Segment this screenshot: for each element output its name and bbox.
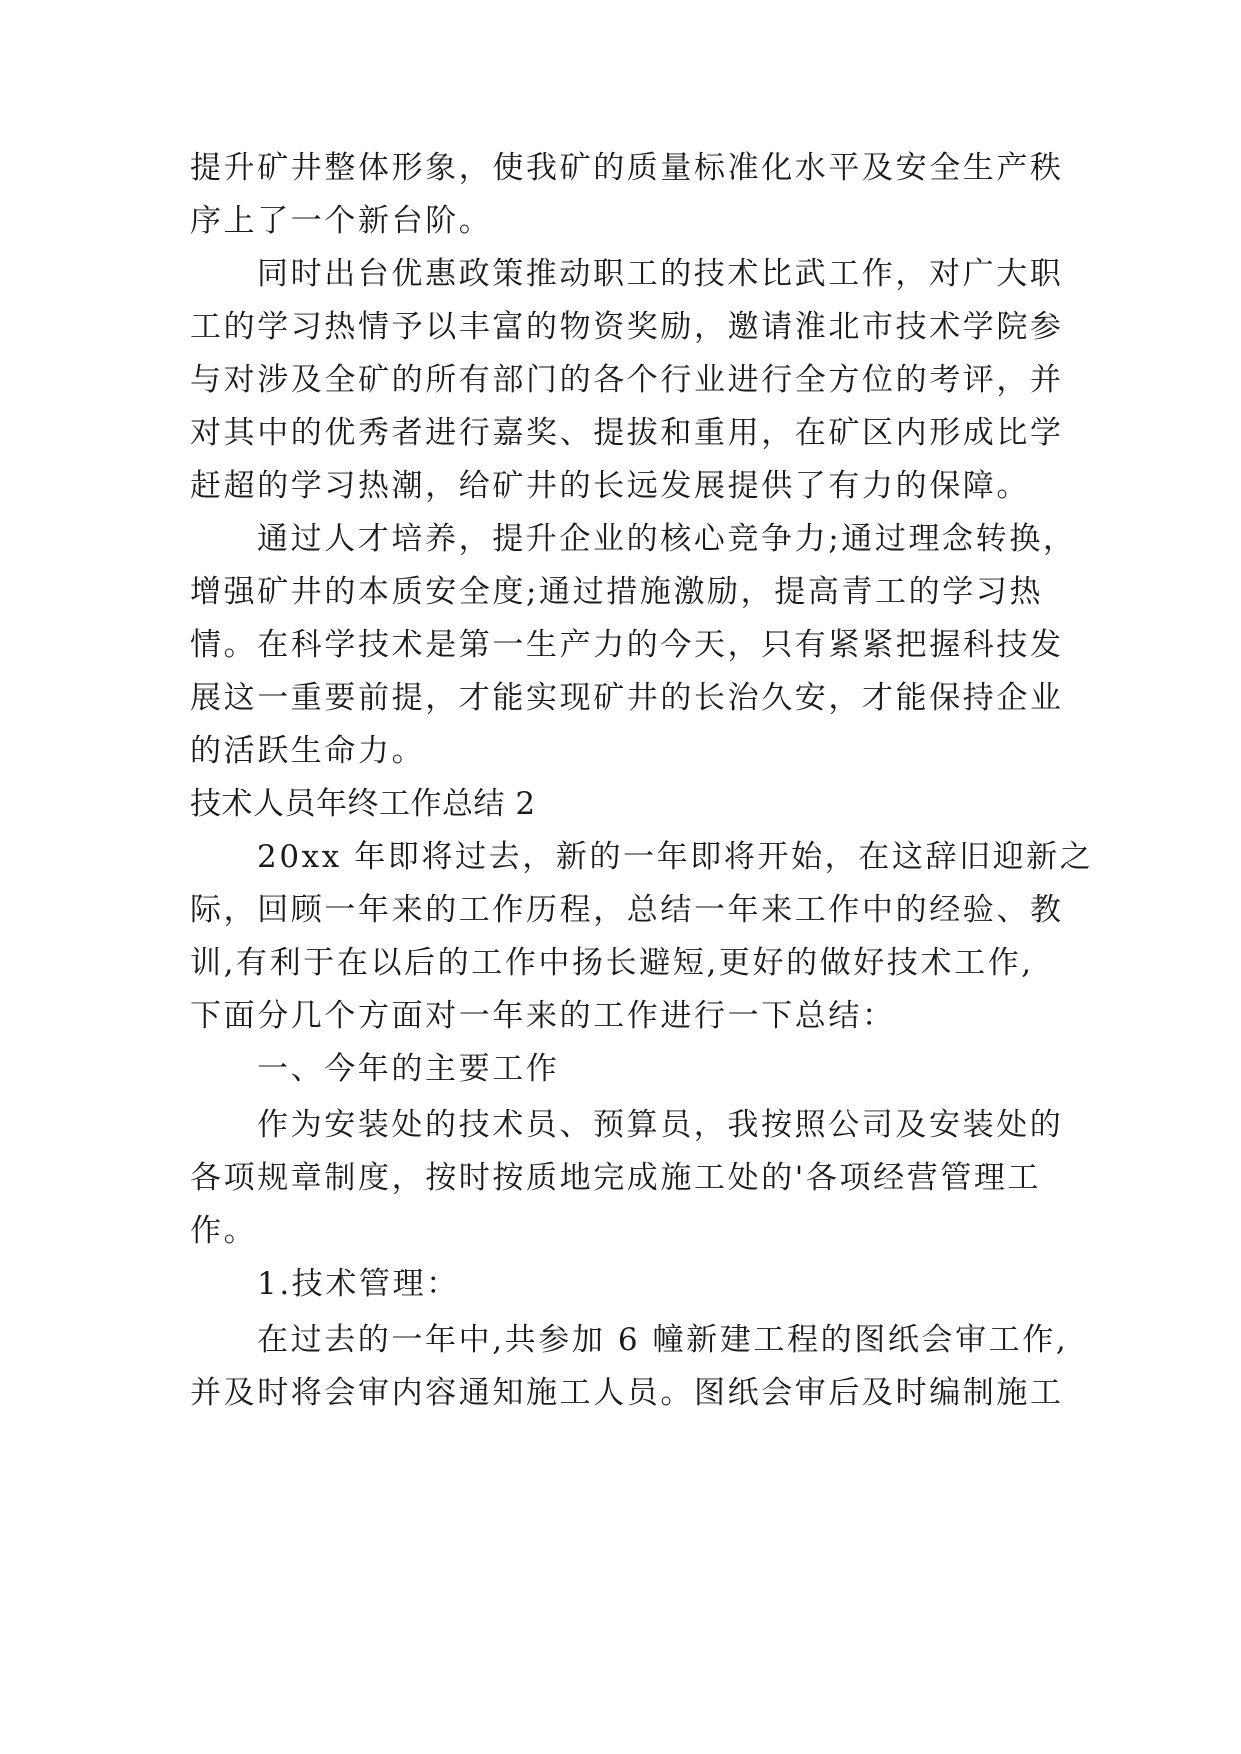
paragraph-line: 下面分几个方面对一年来的工作进行一下总结： [190,998,896,1034]
section-title: 技术人员年终工作总结 2 [190,786,536,822]
paragraph-line: 工的学习热情予以丰富的物资奖励，邀请淮北市技术学院参 [190,309,1064,345]
paragraph-line: 并及时将会审内容通知施工人员。图纸会审后及时编制施工 [190,1375,1064,1411]
paragraph-line: 情。在科学技术是第一生产力的今天，只有紧紧把握科技发 [190,627,1064,663]
paragraph-line: 作。 [190,1213,258,1249]
paragraph-line: 提升矿井整体形象，使我矿的质量标准化水平及安全生产秩 [190,150,1064,186]
paragraph-line: 通过人才培养，提升企业的核心竞争力;通过理念转换， [257,521,1077,557]
paragraph-line: 赶超的学习热潮，给矿井的长远发展提供了有力的保障。 [190,468,1030,504]
paragraph-line: 增强矿井的本质安全度;通过措施激励，提高青工的学习热 [190,574,1044,610]
paragraph-line: 与对涉及全矿的所有部门的各个行业进行全方位的考评，并 [190,362,1064,398]
paragraph-line: 序上了一个新台阶。 [190,203,493,239]
paragraph-line: 际，回顾一年来的工作历程，总结一年来工作中的经验、教 [190,892,1064,928]
subheading: 一、今年的主要工作 [257,1051,560,1087]
subheading: 1.技术管理： [257,1266,460,1302]
paragraph-line: 的活跃生命力。 [190,733,426,769]
paragraph-line: 对其中的优秀者进行嘉奖、提拔和重用，在矿区内形成比学 [190,415,1064,451]
paragraph-line: 作为安装处的技术员、预算员，我按照公司及安装处的 [257,1107,1064,1143]
paragraph-line: 20xx 年即将过去，新的一年即将开始，在这辞旧迎新之 [257,839,1094,875]
paragraph-line: 展这一重要前提，才能实现矿井的长治久安，才能保持企业 [190,680,1064,716]
paragraph-line: 在过去的一年中,共参加 6 幢新建工程的图纸会审工作, [257,1322,1069,1358]
paragraph-line: 同时出台优惠政策推动职工的技术比武工作，对广大职 [257,256,1064,292]
paragraph-line: 各项规章制度，按时按质地完成施工处的'各项经营管理工 [190,1160,1042,1196]
paragraph-line: 训,有利于在以后的工作中扬长避短,更好的做好技术工作, [190,945,1034,981]
